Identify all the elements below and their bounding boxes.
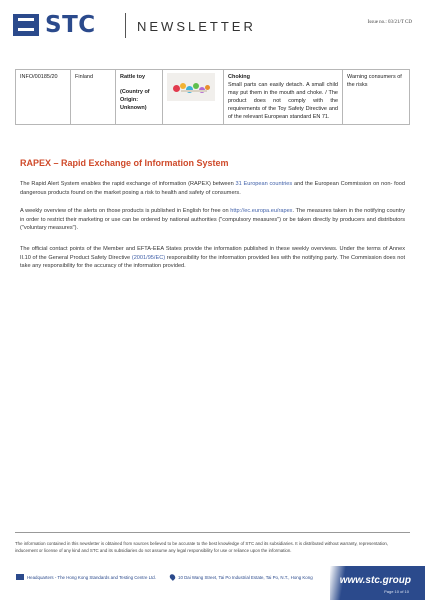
website-link[interactable]: www.stc.group [339, 575, 411, 586]
brand-name: STC [45, 12, 96, 38]
page-header [0, 0, 425, 44]
website-banner [330, 566, 425, 600]
alert-risk-cell [224, 70, 343, 125]
alert-risk-title: Choking [228, 74, 250, 80]
alert-reference: INFO/00185/20 [16, 70, 71, 125]
stc-logo-mark-icon [13, 14, 39, 36]
issue-number: Issue no.: 03/21/T CD [367, 20, 412, 25]
footer-divider [15, 532, 410, 533]
alert-risk-text: Small parts can easily detach. A small child may put them in the mouth and choke. / The product does not comply with the requirements of the Toy Safety Directive and of the relevant European standard EN 71. [228, 82, 338, 120]
header-divider [125, 13, 126, 38]
paragraph-2: A weekly overview of the alerts on those products is published in English for free on http://ec.europa.eu/rapex. The measures taken in the notifying country in order to restrict their marketing or use can be ordered by national authorities ("compulsory measures") or be taken directly by producers and distributors ("voluntary measures"). [20, 208, 405, 232]
page-footer [0, 566, 425, 600]
alert-measure: Warning consumers of the risks [343, 70, 410, 125]
paragraph-3: The official contact points of the Member and EFTA-EEA States provide the information published in these weekly overviews. Under the terms of Annex II.10 of the General Product Safety Directive (2001/95/EC) responsibility for the information provided lies with the notifying party. The Commission does not take any responsibility for the accuracy of the information provided. [20, 246, 406, 270]
address [170, 574, 313, 580]
table-row [16, 70, 410, 125]
alert-origin: (Country of Origin: Unknown) [120, 89, 150, 111]
product-photo [167, 73, 215, 101]
newsletter-title: NEWSLETTER [137, 19, 256, 34]
alert-product-cell [116, 70, 163, 125]
alert-photo-cell [163, 70, 224, 125]
rapex-link[interactable]: http://ec.europa.eu/rapex [230, 208, 293, 214]
location-pin-icon [169, 573, 177, 581]
alert-country: Finland [71, 70, 116, 125]
page-number: Page 10 of 10 [384, 589, 409, 594]
countries-link[interactable]: 31 European countries [235, 181, 293, 187]
directive-link[interactable]: (2001/95/EC) [131, 254, 166, 261]
alert-product: Rattle toy [120, 74, 146, 80]
building-icon [16, 574, 24, 580]
headquarters-text: Headquarters - The Hong Kong Standards and Testing Centre Ltd. [27, 574, 156, 580]
paragraph-1: The Rapid Alert System enables the rapid exchange of information (RAPEX) between 31 European countries and the European Commission on non- food dangerous products found on the market posing a risk to health and safety of consumers. [20, 181, 406, 196]
stc-logo [13, 12, 96, 38]
address-text: 10 Dai Wang Street, Tai Po Industrial Estate, Tai Po, N.T., Hong Kong [178, 574, 313, 580]
alerts-table [15, 69, 410, 125]
section-title: RAPEX – Rapid Exchange of Information System [20, 158, 229, 168]
headquarters [16, 574, 156, 580]
disclaimer-text: The information contained in this newsletter is obtained from sources believed to be accurate to the best knowledge of STC and its subsidiaries. It is distributed without warranty, representation, inducement or license of any kind and STC and its subsidiaries do not assume any legal responsibility for use or reliance upon the information. [15, 541, 389, 553]
